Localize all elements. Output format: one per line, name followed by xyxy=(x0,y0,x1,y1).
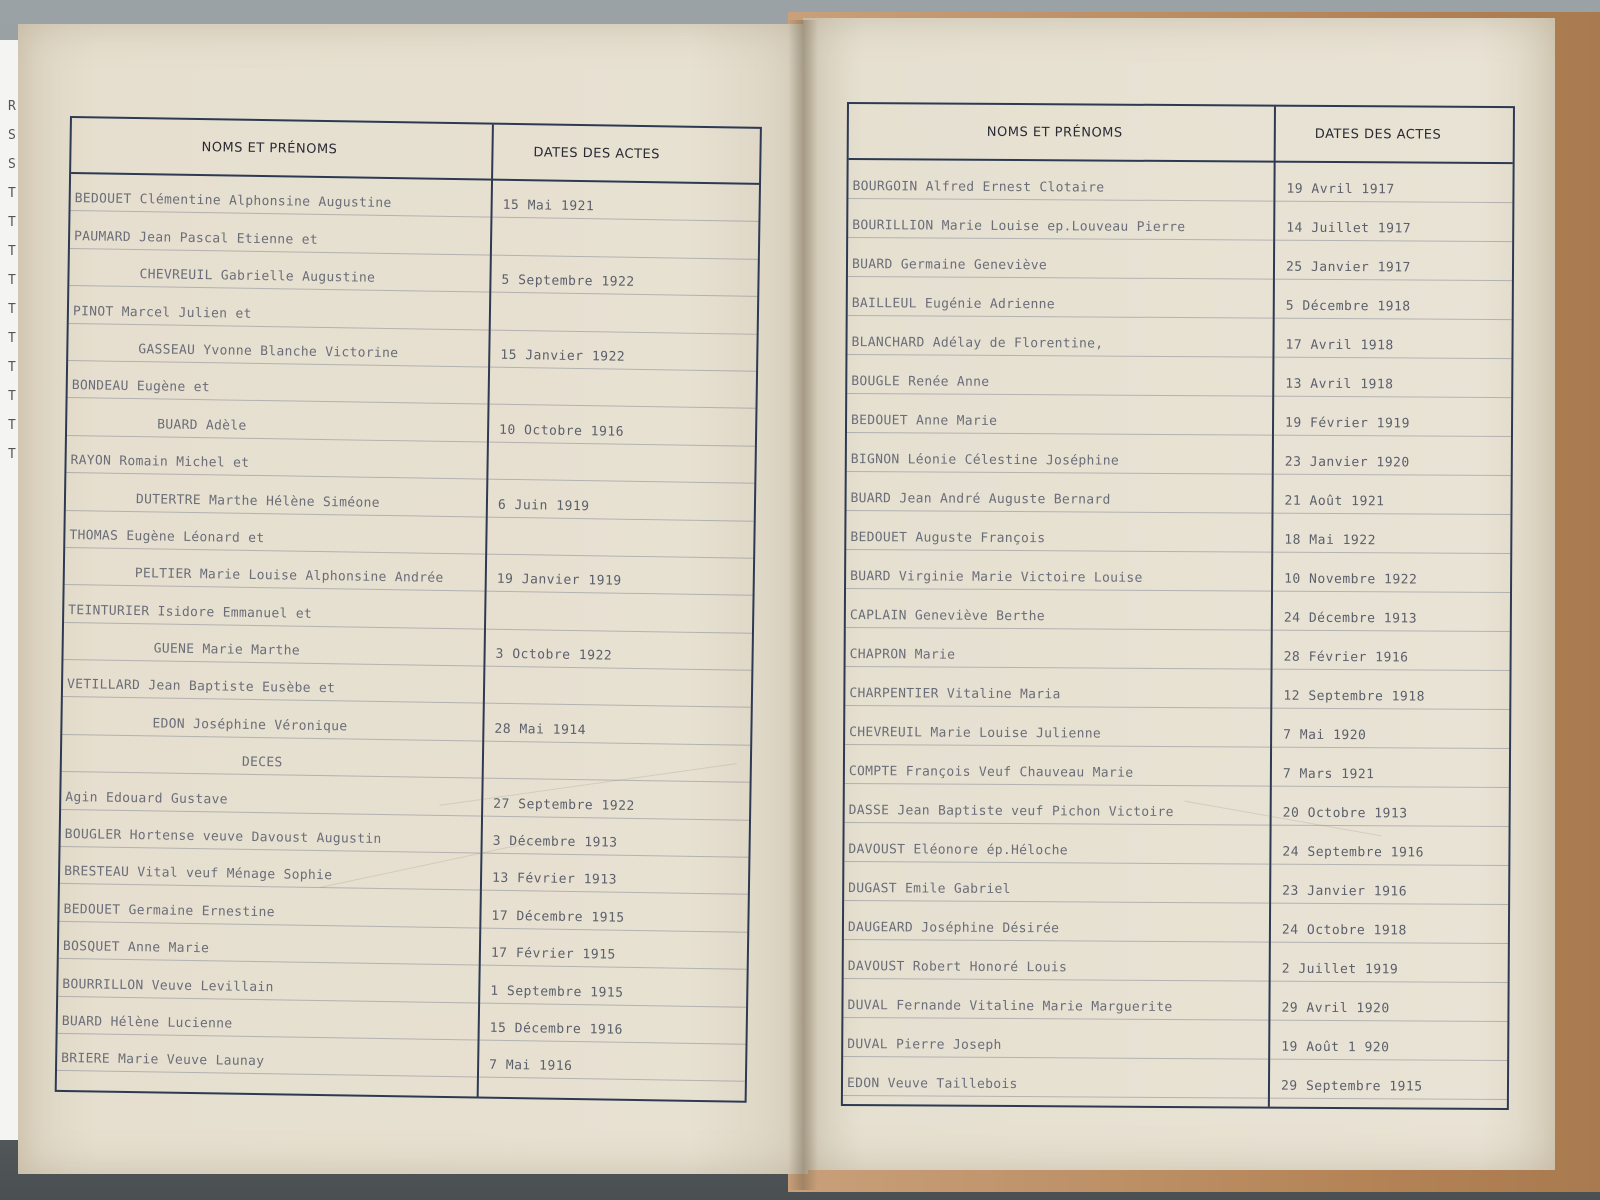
entry-date: 17 Décembre 1915 xyxy=(491,908,625,926)
entry-date: 15 Décembre 1916 xyxy=(489,1020,624,1038)
entry-date: 23 Janvier 1920 xyxy=(1284,454,1410,471)
register-row xyxy=(848,238,1512,281)
entry-date: 10 Novembre 1922 xyxy=(1284,571,1418,588)
entry-name: BUARD Hélène Lucienne xyxy=(61,1013,233,1032)
entry-name: PELTIER Marie Louise Alphonsine Andrée xyxy=(134,566,444,587)
entry-name: EDON Veuve Taillebois xyxy=(846,1076,1018,1093)
entry-date: 28 Mai 1914 xyxy=(494,721,587,739)
register-row xyxy=(848,199,1512,242)
entry-name: BEDOUET Clémentine Alphonsine Augustine xyxy=(74,191,392,212)
entry-name: DUVAL Pierre Joseph xyxy=(847,1037,1002,1053)
register-row xyxy=(843,1057,1507,1100)
entry-name: DUGAST Emile Gabriel xyxy=(848,881,1011,898)
register-row xyxy=(848,160,1512,203)
entry-date: 19 Avril 1917 xyxy=(1286,181,1395,198)
underlying-sheet-letters: R S S T T T T T T T T T T xyxy=(8,99,16,462)
entry-name: RAYON Romain Michel et xyxy=(70,453,250,471)
entry-name: DAVOUST Eléonore ép.Héloche xyxy=(848,842,1068,859)
entry-name: BOURRILLON Veuve Levillain xyxy=(62,976,274,995)
entry-name: CHARPENTIER Vitaline Maria xyxy=(849,686,1061,703)
entry-date: 25 Janvier 1917 xyxy=(1285,259,1411,276)
entry-date: 5 Décembre 1918 xyxy=(1285,298,1411,315)
entry-date: 1 Septembre 1915 xyxy=(490,983,624,1001)
entry-name: CHAPRON Marie xyxy=(849,647,956,663)
left-header-dates: DATES DES ACTES xyxy=(533,145,661,163)
entry-date: 27 Septembre 1922 xyxy=(493,796,635,814)
entry-date: 28 Février 1916 xyxy=(1283,649,1409,666)
entry-date: 3 Décembre 1913 xyxy=(492,833,618,851)
entry-name: Agin Edouard Gustave xyxy=(65,789,228,808)
entry-name: BOUGLE Renée Anne xyxy=(851,374,990,390)
entry-date: 7 Mai 1916 xyxy=(489,1058,573,1075)
entry-date: 17 Février 1915 xyxy=(490,945,616,963)
entry-name: TEINTURIER Isidore Emmanuel et xyxy=(68,602,313,622)
entry-name: BUARD Germaine Geneviève xyxy=(851,257,1048,274)
entry-date: 23 Janvier 1916 xyxy=(1282,883,1408,900)
entry-name: EDON Joséphine Véronique xyxy=(152,716,348,735)
entry-date: 19 Janvier 1919 xyxy=(496,572,622,590)
entry-name: CHEVREUIL Marie Louise Julienne xyxy=(849,725,1102,742)
entry-date: 13 Février 1913 xyxy=(491,871,618,889)
entry-name: DECES xyxy=(241,755,283,771)
register-row xyxy=(844,940,1508,983)
entry-date: 20 Octobre 1913 xyxy=(1282,805,1408,822)
entry-date: 15 Janvier 1922 xyxy=(500,347,626,365)
entry-date: 24 Septembre 1916 xyxy=(1282,844,1425,861)
entry-name: BEDOUET Germaine Ernestine xyxy=(63,901,275,921)
register-row xyxy=(846,511,1510,554)
right-header-divider xyxy=(1274,107,1276,161)
right-register-table xyxy=(841,102,1515,1110)
register-row xyxy=(845,745,1509,788)
entry-date: 24 Octobre 1918 xyxy=(1281,922,1407,939)
entry-date: 29 Septembre 1915 xyxy=(1280,1078,1423,1095)
register-row xyxy=(843,979,1507,1022)
entry-date: 6 Juin 1919 xyxy=(497,497,590,514)
entry-name: BONDEAU Eugène et xyxy=(71,378,211,396)
right-header-dates: DATES DES ACTES xyxy=(1314,126,1442,143)
entry-date: 18 Mai 1922 xyxy=(1284,532,1376,549)
entry-name: BRIERE Marie Veuve Launay xyxy=(61,1051,265,1070)
register-row xyxy=(847,355,1511,398)
right-header-names: NOMS ET PRÉNOMS xyxy=(986,124,1123,141)
entry-date: 19 Août 1 920 xyxy=(1281,1039,1390,1056)
entry-name: COMPTE François Veuf Chauveau Marie xyxy=(848,764,1134,781)
entry-date: 13 Avril 1918 xyxy=(1285,376,1394,393)
entry-name: DASSE Jean Baptiste veuf Pichon Victoire xyxy=(848,803,1174,821)
entry-date: 12 Septembre 1918 xyxy=(1283,688,1425,705)
register-row xyxy=(846,550,1510,593)
entry-name: CAPLAIN Geneviève Berthe xyxy=(849,608,1045,625)
register-row xyxy=(847,316,1511,359)
right-table-header xyxy=(849,104,1513,164)
entry-name: BUARD Jean André Auguste Bernard xyxy=(850,491,1111,508)
left-header-divider xyxy=(491,125,494,179)
right-rows xyxy=(843,160,1513,1100)
entry-name: THOMAS Eugène Léonard et xyxy=(69,527,265,547)
entry-name: BEDOUET Auguste François xyxy=(850,530,1046,547)
entry-name: PINOT Marcel Julien et xyxy=(72,303,252,322)
register-row xyxy=(844,901,1508,944)
entry-name: DAUGEARD Joséphine Désirée xyxy=(847,920,1060,937)
register-row xyxy=(847,472,1511,515)
entry-name: CHEVREUIL Gabrielle Augustine xyxy=(139,267,376,286)
register-row xyxy=(844,823,1508,866)
entry-name: PAUMARD Jean Pascal Etienne et xyxy=(73,228,319,248)
entry-date: 7 Mars 1921 xyxy=(1282,766,1375,783)
register-row xyxy=(847,394,1511,437)
entry-date: 15 Mai 1921 xyxy=(502,198,595,215)
entry-name: DUTERTRE Marthe Hélène Siméone xyxy=(135,491,380,511)
register-row xyxy=(845,667,1509,710)
entry-date: 21 Août 1921 xyxy=(1284,493,1385,510)
entry-name: DUVAL Fernande Vitaline Marie Marguerite xyxy=(847,998,1173,1016)
entry-name: BEDOUET Anne Marie xyxy=(851,413,998,429)
entry-name: BRESTEAU Vital veuf Ménage Sophie xyxy=(64,864,333,884)
entry-name: VETILLARD Jean Baptiste Eusèbe et xyxy=(66,677,336,697)
left-register-table xyxy=(55,116,762,1103)
entry-name: BOURILLION Marie Louise ep.Louveau Pierre xyxy=(852,218,1186,236)
left-header-names: NOMS ET PRÉNOMS xyxy=(201,140,338,158)
entry-name: BOSQUET Anne Marie xyxy=(62,939,210,957)
entry-name: BLANCHARD Adélay de Florentine, xyxy=(851,335,1104,352)
entry-name: DAVOUST Robert Honoré Louis xyxy=(847,959,1068,976)
entry-name: BAILLEUL Eugénie Adrienne xyxy=(851,296,1055,313)
entry-name: BUARD Virginie Marie Victoire Louise xyxy=(850,569,1143,586)
entry-date: 2 Juillet 1919 xyxy=(1281,961,1399,978)
entry-date: 29 Avril 1920 xyxy=(1281,1000,1390,1017)
entry-date: 5 Septembre 1922 xyxy=(501,272,635,291)
register-row xyxy=(843,1018,1507,1061)
entry-name: GASSEAU Yvonne Blanche Victorine xyxy=(138,342,399,362)
register-row xyxy=(845,784,1509,827)
register-row xyxy=(846,589,1510,632)
entry-date: 17 Avril 1918 xyxy=(1285,337,1394,354)
entry-name: BOURGOIN Alfred Ernest Clotaire xyxy=(852,179,1105,196)
right-page xyxy=(803,18,1555,1170)
entry-date: 3 Octobre 1922 xyxy=(495,646,613,664)
left-page xyxy=(18,24,808,1174)
book-spine xyxy=(788,20,818,1190)
entry-name: BOUGLER Hortense veuve Davoust Augustin xyxy=(64,827,382,848)
left-rows xyxy=(57,174,759,1082)
register-row xyxy=(845,706,1509,749)
entry-date: 10 Octobre 1916 xyxy=(499,422,625,440)
entry-date: 19 Février 1919 xyxy=(1285,415,1410,432)
entry-name: GUENE Marie Marthe xyxy=(153,641,301,659)
register-row xyxy=(847,433,1511,476)
entry-date: 24 Décembre 1913 xyxy=(1283,610,1418,627)
register-row xyxy=(846,628,1510,671)
register-row xyxy=(848,277,1512,320)
entry-date: 14 Juillet 1917 xyxy=(1286,220,1412,237)
entry-date: 7 Mai 1920 xyxy=(1283,727,1367,744)
entry-name: BIGNON Léonie Célestine Joséphine xyxy=(850,452,1120,469)
entry-name: BUARD Adèle xyxy=(157,417,247,434)
register-row xyxy=(844,862,1508,905)
